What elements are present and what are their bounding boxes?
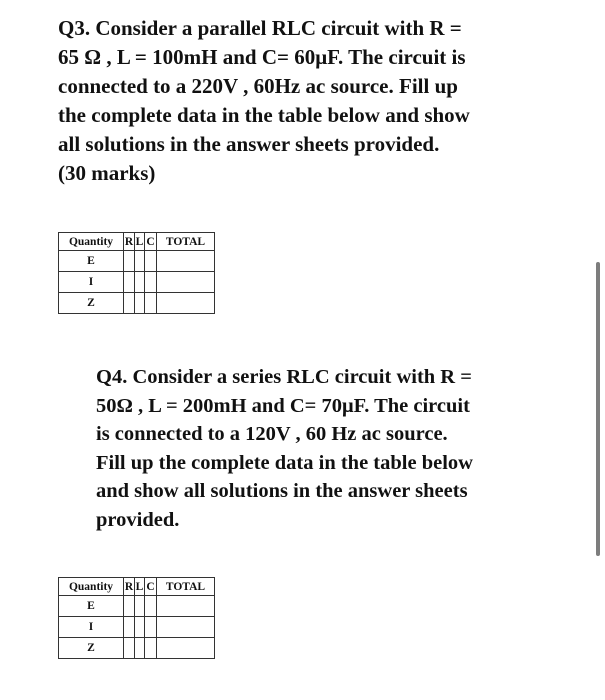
q4-question-text [96,363,546,534]
table-cell [157,251,215,272]
header-total: TOTAL [157,233,215,251]
table-cell [135,638,145,659]
table-cell [135,251,145,272]
table-cell [145,617,157,638]
q4-line: Fill up the complete data in the table below [96,451,473,474]
header-c: C [145,578,157,596]
table-row [59,272,215,293]
table-row [59,293,215,314]
table-cell [157,272,215,293]
table-row [59,638,215,659]
q3-line: 65 Ω , L = 100mH and C= 60μF. The circuit is [58,45,466,69]
table-cell [157,638,215,659]
row-label-z: Z [59,293,124,314]
table-cell [124,638,135,659]
q3-line: connected to a 220V , 60Hz ac source. Fill up [58,74,458,98]
table-cell [124,272,135,293]
table-cell [124,596,135,617]
q4-line: 50Ω , L = 200mH and C= 70μF. The circuit [96,394,470,417]
header-quantity: Quantity [59,233,124,251]
table-cell [145,596,157,617]
q3-line: all solutions in the answer sheets provided. [58,132,440,156]
q4-line: and show all solutions in the answer sheets [96,480,468,502]
table-cell [135,596,145,617]
table-cell [135,293,145,314]
q3-question-text [58,14,546,188]
row-label-e: E [59,596,124,617]
row-label-z: Z [59,638,124,659]
q4-line: is connected to a 120V , 60 Hz ac source. [96,423,448,445]
table-cell [135,272,145,293]
table-cell [157,293,215,314]
row-label-e: E [59,251,124,272]
q4-line: Q4. Consider a series RLC circuit with R = [96,366,472,388]
q3-data-table [58,232,215,314]
header-l: L [135,233,145,251]
table-cell [145,638,157,659]
q3-line: the complete data in the table below and show [58,103,470,127]
table-header-row [59,578,215,596]
table-cell [145,272,157,293]
table-cell [157,596,215,617]
header-total: TOTAL [157,578,215,596]
row-label-i: I [59,272,124,293]
q4-data-table [58,577,215,659]
q4-line: provided. [96,508,180,531]
table-cell [145,251,157,272]
table-cell [124,617,135,638]
table-cell [124,293,135,314]
table-cell [124,251,135,272]
vertical-scrollbar[interactable] [596,262,600,556]
header-c: C [145,233,157,251]
header-quantity: Quantity [59,578,124,596]
q3-line: (30 marks) [58,161,156,185]
table-cell [145,293,157,314]
header-r: R [124,578,135,596]
table-row [59,596,215,617]
table-cell [135,617,145,638]
table-row [59,617,215,638]
row-label-i: I [59,617,124,638]
header-l: L [135,578,145,596]
table-cell [157,617,215,638]
q3-line: Q3. Consider a parallel RLC circuit with R = [58,16,462,40]
table-header-row [59,233,215,251]
table-row [59,251,215,272]
header-r: R [124,233,135,251]
